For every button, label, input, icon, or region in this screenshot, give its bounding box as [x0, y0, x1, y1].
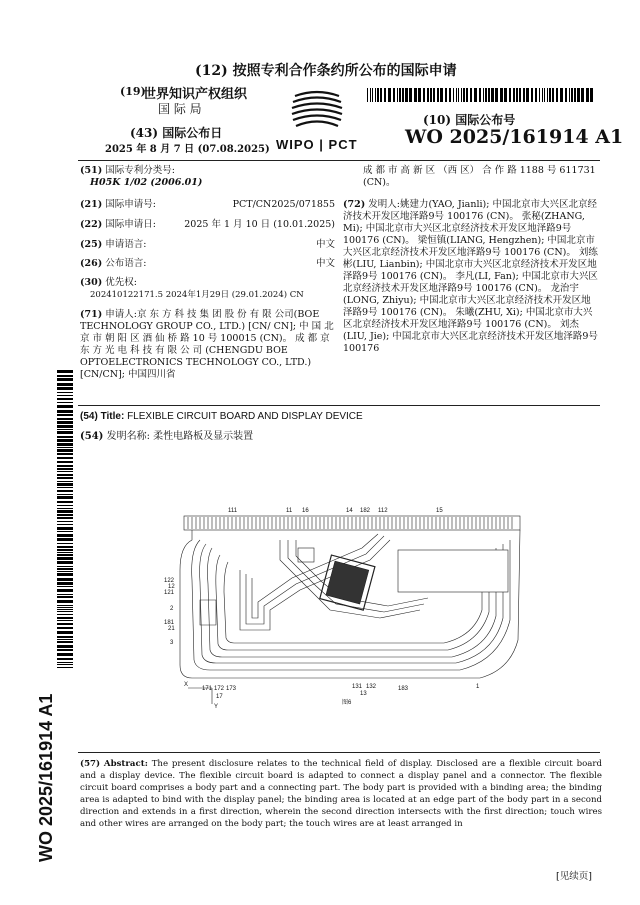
barcode-bar [372, 88, 373, 102]
barcode-bar [449, 88, 451, 102]
barcode-bar [57, 605, 73, 606]
biblio-right [343, 165, 599, 370]
title-en: (54) Title: FLEXIBLE CIRCUIT BOARD AND DISPLAY DEVICE [80, 411, 363, 422]
barcode-bar [57, 641, 73, 643]
barcode-bar [57, 614, 73, 615]
barcode-bar [57, 496, 73, 499]
barcode-bar [57, 378, 73, 381]
fig-label-132: 132 [366, 684, 377, 690]
barcode-bar [483, 88, 484, 102]
fig-label-112: 112 [378, 508, 388, 514]
fig-label-14: 14 [346, 508, 353, 514]
barcode-bar [57, 571, 73, 572]
fig-label-173: 173 [226, 686, 237, 692]
barcode-bar [445, 88, 447, 102]
barcode-bar [500, 88, 503, 102]
org-sub: 国 际 局 [158, 102, 202, 116]
barcode-bar [57, 636, 73, 638]
figure-caption: 图6 [342, 700, 352, 706]
barcode-bar [544, 88, 545, 102]
pub-date-label: (43) 国际公布日 [130, 126, 223, 140]
fig-label-182: 182 [360, 508, 371, 514]
barcode-bar [57, 586, 73, 587]
barcode-bar [57, 521, 73, 522]
barcode-bar [463, 88, 465, 102]
barcode-bar [57, 658, 73, 660]
barcode-bar [485, 88, 487, 102]
barcode-bar [57, 501, 73, 503]
barcode-bar [57, 402, 73, 403]
barcode-bar [57, 508, 73, 509]
barcode-bar [57, 410, 73, 413]
barcode-bar [57, 623, 73, 625]
barcode-bar [405, 88, 408, 102]
barcode-bar [57, 425, 73, 428]
barcode-bar [590, 88, 593, 102]
barcode-bar [57, 517, 73, 519]
barcode-bar [509, 88, 511, 102]
side-publication-number: WO 2025/161914 A1 [36, 693, 56, 862]
barcode-bar [57, 514, 73, 516]
barcode-bar [57, 667, 73, 668]
barcode-bar [466, 88, 468, 102]
biblio-left [80, 165, 335, 380]
barcode-bar [57, 600, 73, 603]
pub-no: WO 2025/161914 A1 [405, 126, 624, 148]
fig-label-21: 21 [168, 626, 175, 632]
barcode-bar [495, 88, 498, 102]
barcode-bar [581, 88, 584, 102]
applicant-continued: 成 都 市 高 新 区 （西 区） 合 作 路 1188 号 611731 (CN)。 [363, 165, 596, 188]
barcode-bar [57, 662, 73, 663]
barcode-bar [57, 505, 73, 506]
barcode-bar [414, 88, 417, 102]
barcode-bar [586, 88, 589, 102]
barcode-bar [57, 609, 73, 610]
header-rule [78, 160, 600, 161]
barcode-bar [57, 447, 73, 448]
field-30: (30) 优先权: 202410122171.5 2024年1月29日 (29.01.2024) CN [80, 277, 304, 300]
barcode-bar [433, 88, 435, 102]
fig-label-183: 183 [398, 686, 409, 692]
barcode-bar [57, 474, 73, 476]
barcode-bar [57, 405, 73, 408]
barcode-bar [57, 631, 73, 634]
barcode-bar [470, 88, 472, 102]
barcode-bar [57, 531, 73, 532]
barcode-bar [402, 88, 404, 102]
barcode-bar [57, 639, 73, 640]
barcode-bar [57, 552, 73, 553]
fig-label-122: 122 [164, 578, 175, 584]
fig-label-12: 12 [168, 584, 175, 590]
barcode-bar [57, 594, 73, 595]
barcode-bar [57, 370, 73, 373]
barcode-bar [526, 88, 529, 102]
axis-x-label: X [184, 682, 189, 688]
barcode-bar [57, 596, 73, 598]
barcode-bar [57, 620, 73, 621]
barcode-bar [535, 88, 537, 102]
barcode-bar [57, 487, 73, 488]
barcode-bar [453, 88, 454, 102]
barcode-bar [574, 88, 576, 102]
barcode-bar [57, 471, 73, 472]
abstract-rule [78, 752, 600, 753]
barcode-bar [57, 617, 73, 619]
fig-label-171: 171 [202, 686, 213, 692]
barcode-bar [57, 534, 73, 537]
barcode-bar [57, 468, 73, 470]
barcode-bar [57, 429, 73, 430]
barcode-bar [57, 431, 73, 434]
barcode-bar [418, 88, 421, 102]
barcode-bar [57, 461, 73, 463]
abstract: (57) Abstract: The present disclosure relates to the technical field of display. Disclosed are a flexible circuit board and a display device. The flexible circuit board is adapted to connect a display panel and a connector. The flexible circuit board comprises a body part and a connecting part. The body part is provided with a binding area; the binding area is adapted to bind with the display panel; the binding area is located at an edge part of the body part in a second direction and extends in a first direction, wherein the second direction intersects with the first direction; touch wires and other wires are arranged on the body part; the touch wires are at least arranged in [80, 759, 602, 829]
fig-label-111: 111 [228, 508, 238, 514]
field-26: (26) 公布语言: 中文 [80, 258, 335, 269]
barcode-bar [57, 457, 73, 459]
barcode-bar [547, 88, 548, 102]
pub-no-label: (10) 国际公布号 [423, 113, 516, 127]
barcode-bar [409, 88, 412, 102]
document-type: (12) 按照专利合作条约所公布的国际申请 [195, 63, 457, 79]
barcode-bar [57, 418, 73, 420]
barcode-bar [57, 527, 73, 530]
barcode-bar [57, 481, 73, 482]
barcode-bar [57, 557, 73, 560]
barcode-bar [57, 566, 73, 567]
barcode-bar [57, 414, 73, 416]
barcode-bar [423, 88, 425, 102]
fig-label-172: 172 [214, 686, 225, 692]
field-72: (72) 发明人:姚建力(YAO, Jianli); 中国北京市大兴区北京经济技术开发区地泽路9号 100176 (CN)。 张秘(ZHANG, Mi); 中国北京市大兴区北京经济技术开发区地泽路9号 100176 (CN)。 梁恒镇(LIANG, Hengzhen); 中国北京市大兴区北京经济技术开发区地泽路9号 100176 (CN)。 刘练彬(LIU, Lianbin); 中国北京市大兴区北京经济技术开发区地泽路9号 100176 (CN)。 李凡(LI, Fan); 中国北京市大兴区北京经济技术开发区地泽路9号 100176 (CN)。 龙治宇(LONG, Zhiyu); 中国北京市大兴区北京经济技术开发区地泽路9号 100176 (CN)。 朱曦(ZHU, Xi); 中国北京市大兴区北京经济技术开发区地泽路9号 100176 (CN)。 刘杰(LIU, Jie); 中国北京市大兴区北京经济技术开发区地泽路9号 100176 [343, 199, 598, 354]
barcode-bar [57, 561, 73, 564]
barcode-bar [57, 664, 73, 665]
axis-y-label: Y [214, 704, 219, 710]
barcode-bar [531, 88, 533, 102]
barcode-bar [57, 398, 73, 400]
field-71: (71) 申请人:京 东 方 科 技 集 团 股 份 有 限 公司(BOE TECHNOLOGY GROUP CO., LTD.) [CN/ CN]; 中 国 北 京 市 朝 阳 区 酒 仙 桥 路 10 号 100015 (CN)。 成 都 京 东 方 光 电 科 技 有 限 公 司 (CHENGDU BOE OPTOELECTRONICS TECHNOLOGY CO., LTD.) [CN/CN]; 中国四川省 [80, 309, 334, 380]
fig-label-2: 2 [170, 606, 174, 612]
barcode-bar [57, 589, 73, 592]
barcode-bar [57, 554, 73, 556]
barcode-bar [571, 88, 573, 102]
barcode-bar [456, 88, 457, 102]
title-zh: (54) 发明名称: 柔性电路板及显示装置 [80, 431, 254, 442]
barcode-bar [430, 88, 432, 102]
fig-label-131: 131 [352, 684, 363, 690]
patent-figure [164, 500, 525, 710]
org-name: 世界知识产权组织 [143, 87, 248, 102]
field-21: (21) 国际申请号: PCT/CN2025/071855 [80, 199, 335, 210]
barcode-bar [491, 88, 494, 102]
barcode-bar [57, 607, 73, 608]
barcode-bar [367, 88, 368, 102]
fig-label-11: 11 [286, 508, 293, 514]
barcode-bar [440, 88, 443, 102]
barcode-bar [57, 549, 73, 551]
barcode-bar [504, 88, 507, 102]
barcode-bar [57, 421, 73, 424]
barcode-bar [577, 88, 580, 102]
barcode-bar [57, 375, 73, 377]
field-51: (51) 国际专利分类号: H05K 1/02 (2006.01) [80, 165, 203, 188]
barcode-bar [393, 88, 395, 102]
barcode-bar [397, 88, 398, 102]
barcode-bar [57, 611, 73, 612]
barcode-bar [458, 88, 459, 102]
barcode-bar [552, 88, 554, 102]
barcode-bar [57, 546, 73, 548]
barcode-bar [57, 453, 73, 455]
fig-label-181: 181 [164, 620, 175, 626]
barcode-bar [399, 88, 401, 102]
barcode-bar [427, 88, 429, 102]
barcode-bar [380, 88, 382, 102]
org-code: (19) [120, 85, 146, 98]
wipo-text: WIPO | PCT [276, 137, 358, 152]
fig-label-3: 3 [170, 640, 174, 646]
barcode-bar [57, 494, 73, 495]
barcode-bar [57, 477, 73, 479]
pub-date: 2025 年 8 月 7 日 (07.08.2025) [105, 144, 270, 155]
barcode-bar [513, 88, 515, 102]
field-22: (22) 国际申请日: 2025 年 1 月 10 日 (10.01.2025) [80, 219, 335, 230]
barcode-bar [57, 383, 73, 386]
barcode-bar [57, 573, 73, 576]
barcode-bar [474, 88, 477, 102]
fig-label-121: 121 [164, 590, 175, 596]
barcode-bar [57, 439, 73, 442]
field-25: (25) 申请语言: 中文 [80, 239, 335, 250]
barcode-bar [375, 88, 376, 102]
barcode-bar [560, 88, 563, 102]
barcode-bar [549, 88, 551, 102]
top-barcode-icon [367, 88, 597, 102]
fig-label-15: 15 [436, 508, 443, 514]
side-barcode-icon [57, 370, 73, 670]
barcode-bar [57, 465, 73, 467]
barcode-bar [370, 88, 371, 102]
barcode-bar [516, 88, 518, 102]
fig-label-13: 13 [360, 691, 367, 697]
barcode-bar [57, 483, 73, 486]
barcode-bar [57, 387, 73, 390]
barcode-bar [388, 88, 391, 102]
title-rule [78, 405, 600, 406]
barcode-bar [384, 88, 386, 102]
continued-note: [见续页] [556, 871, 592, 882]
barcode-bar [437, 88, 439, 102]
barcode-bar [57, 510, 73, 513]
barcode-bar [461, 88, 462, 102]
barcode-bar [57, 443, 73, 446]
fig-label-17: 17 [216, 694, 223, 700]
barcode-bar [57, 627, 73, 629]
barcode-bar [57, 653, 73, 656]
barcode-bar [57, 578, 73, 581]
barcode-bar [57, 568, 73, 570]
barcode-bar [57, 436, 73, 438]
fig-label-16: 16 [302, 508, 309, 514]
barcode-bar [57, 649, 73, 651]
barcode-bar [57, 582, 73, 585]
barcode-bar [57, 490, 73, 492]
barcode-bar [57, 543, 73, 544]
barcode-bar [57, 538, 73, 541]
barcode-bar [565, 88, 567, 102]
barcode-bar [519, 88, 521, 102]
fig-label-1: 1 [476, 684, 480, 690]
barcode-bar [479, 88, 481, 102]
barcode-bar [377, 88, 379, 102]
barcode-bar [57, 449, 73, 452]
barcode-bar [488, 88, 490, 102]
barcode-bar [556, 88, 558, 102]
barcode-bar [57, 392, 73, 393]
barcode-bar [523, 88, 525, 102]
barcode-bar [569, 88, 570, 102]
barcode-bar [57, 395, 73, 396]
barcode-bar [539, 88, 540, 102]
wipo-logo-icon [287, 90, 347, 135]
barcode-bar [542, 88, 543, 102]
barcode-bar [57, 645, 73, 648]
barcode-bar [57, 524, 73, 525]
